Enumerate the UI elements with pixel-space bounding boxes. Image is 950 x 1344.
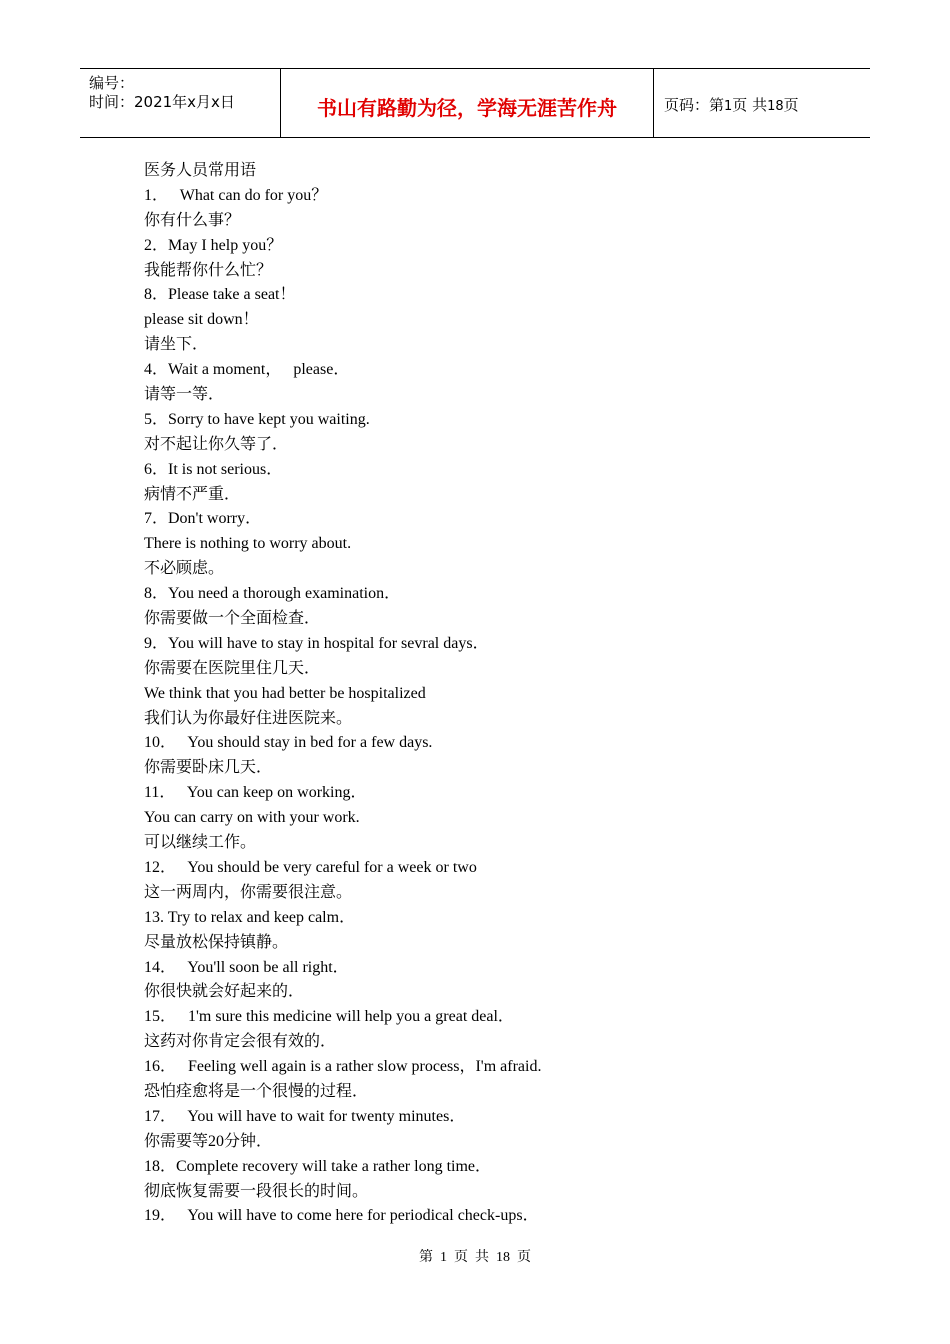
text-line: 病情不严重．	[144, 485, 241, 503]
text-line: 你需要在医院里住几天．	[144, 659, 321, 677]
text-line: 这药对你肯定会很有效的．	[144, 1033, 337, 1051]
text-line: 你需要做一个全面检查．	[144, 610, 321, 628]
page-current-number: 1	[724, 99, 733, 114]
header-page-info	[664, 94, 799, 115]
text-line: 17． You will have to wait for twenty minutes．	[144, 1107, 466, 1125]
text-line: 可以继续工作。	[144, 834, 257, 852]
text-line: 5．Sorry to have kept you waiting.	[144, 410, 370, 428]
text-line: 不必顾虑。	[144, 560, 225, 578]
document-number-label: 编号：	[89, 74, 135, 92]
text-line: 8．Please take a seat！	[144, 286, 296, 304]
text-line: 彻底恢复需要一段很长的时间。	[144, 1182, 369, 1200]
text-line: 18．Complete recovery will take a rather long time．	[144, 1157, 492, 1175]
text-line: 14． You'll soon be all right．	[144, 958, 349, 976]
text-line: 我能帮你什么忙？	[144, 261, 273, 279]
text-line: 4．Wait a moment， please．	[144, 361, 350, 379]
page-suffix: 页	[783, 96, 799, 114]
text-line: 7．Don't worry．	[144, 510, 262, 528]
text-line: 16． Feeling well again is a rather slow process，I'm afraid.	[144, 1058, 542, 1076]
text-line: 你需要等20分钟．	[144, 1132, 273, 1150]
text-line: 2．May I help you？	[144, 236, 283, 254]
page-footer: 第 1 页 共 18 页	[419, 1250, 531, 1265]
text-line: We think that you had better be hospitalized	[144, 684, 426, 702]
text-line: There is nothing to worry about.	[144, 535, 352, 553]
text-line: 15． 1'm sure this medicine will help you a great deal．	[144, 1008, 514, 1026]
text-line: 6．It is not serious．	[144, 460, 283, 478]
text-line: 请等一等．	[144, 386, 225, 404]
text-line: 9．You will have to stay in hospital for sevral days．	[144, 634, 489, 652]
document-time-label: 时间：2021年x月x日	[89, 93, 235, 111]
text-line: 恐怕痊愈将是一个很慢的过程．	[144, 1082, 369, 1100]
text-line: 这一两周内，你需要很注意。	[144, 883, 353, 901]
text-line: 10． You should stay in bed for a few days.	[144, 734, 433, 752]
header-page-cell	[654, 69, 870, 137]
text-line: 你有什么事？	[144, 211, 241, 229]
text-line: 对不起让你久等了．	[144, 435, 289, 453]
text-line: 尽量放松保持镇静。	[144, 933, 289, 951]
page-prefix: 页码：第	[664, 96, 725, 114]
text-line: 你需要卧床几天．	[144, 759, 273, 777]
text-line: 11． You can keep on working．	[144, 784, 367, 802]
text-line: 13. Try to relax and keep calm．	[144, 908, 356, 926]
text-line: 你很快就会好起来的．	[144, 983, 305, 1001]
text-line: 19． You will have to come here for periodical check-ups．	[144, 1207, 539, 1225]
header-meta-cell	[80, 69, 281, 137]
header-motto-cell	[281, 69, 654, 137]
text-line: 我们认为你最好住进医院来。	[144, 709, 353, 727]
document-title: 医务人员常用语	[144, 162, 257, 179]
page-mid: 页 共	[732, 96, 768, 114]
text-line: 1． What can do for you？	[144, 186, 328, 204]
text-line: please sit down！	[144, 311, 259, 329]
text-line: 12． You should be very careful for a week or two	[144, 858, 477, 876]
text-line: 8．You need a thorough examination．	[144, 585, 401, 603]
text-line: You can carry on with your work.	[144, 809, 360, 827]
text-line: 请坐下．	[144, 336, 209, 354]
document-header	[80, 68, 870, 138]
page-total-number: 18	[767, 99, 784, 114]
header-motto: 书山有路勤为径，学海无涯苦作舟	[317, 96, 617, 120]
document-body	[144, 159, 864, 1229]
